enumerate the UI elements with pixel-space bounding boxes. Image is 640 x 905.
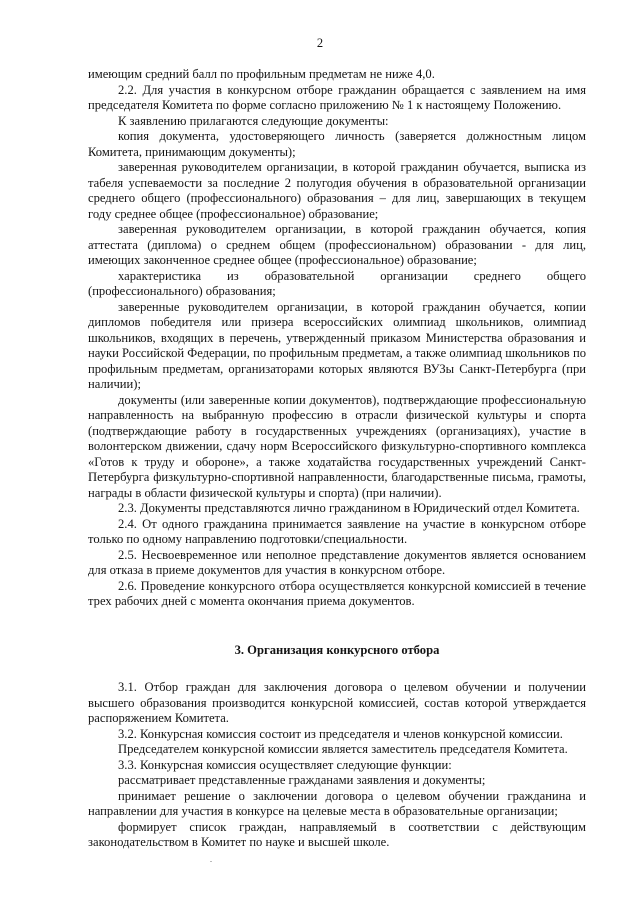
paragraph: 2.4. От одного гражданина принимается заявление на участие в конкурсном отборе только по одному направлению подготовки/специальности. [88, 516, 586, 546]
scan-mark [210, 861, 212, 862]
paragraph: 2.2. Для участия в конкурсном отборе гражданин обращается с заявлением на имя председателя Комитета по форме согласно приложению № 1 к настоящему Положению. [88, 82, 586, 112]
paragraph: рассматривает представленные гражданами заявления и документы; [118, 773, 486, 787]
paragraph: характеристика из образовательной организации среднего общего (профессионального) образования; [88, 268, 586, 298]
paragraph: формирует список граждан, направляемый в соответствии с действующим законодательством в Комитет по науке и высшей школе. [88, 819, 586, 849]
paragraph: 2.6. Проведение конкурсного отбора осуществляется конкурсной комиссией в течение трех рабочих дней с момента окончания приема документов. [88, 578, 586, 608]
paragraph: имеющим средний балл по профильным предметам не ниже 4,0. [88, 67, 435, 81]
paragraph: принимает решение о заключении договора о целевом обучении гражданина и направлении для участия в конкурсе на целевые места в образовательные организации; [88, 788, 586, 818]
paragraph: К заявлению прилагаются следующие документы: [118, 113, 389, 128]
paragraph: 2.3. Документы представляются лично гражданином в Юридический отдел Комитета. [118, 501, 580, 515]
paragraph: 3.2. Конкурсная комиссия состоит из председателя и членов конкурсной комиссии. [118, 726, 563, 741]
paragraph: заверенные руководителем организации, в которой гражданин обучается, копии дипломов победителя или призера всероссийских олимпиад школьников, олимпиад школьников, входящих в перечень, утвержденный приказом Министерства образования и науки Российской Федерации, по профильным предметам, а также олимпиад школьников по профильным предметам, организаторами которых являются ВУЗы Санкт-Петербурга (при наличии); [88, 299, 586, 391]
paragraph: 3.1. Отбор граждан для заключения договора о целевом обучении и получении высшего образования производится конкурсной комиссией, состав которой утверждается распоряжением Комитета. [88, 680, 586, 725]
paragraph: копия документа, удостоверяющего личность (заверяется должностным лицом Комитета, принимающим документы); [88, 129, 586, 159]
paragraph: 2.5. Несвоевременное или неполное представление документов является основанием для отказа в приеме документов для участия в конкурсном отборе. [88, 547, 586, 577]
section-heading: 3. Организация конкурсного отбора [234, 642, 440, 657]
paragraph: Председателем конкурсной комиссии является заместитель председателя Комитета. [118, 742, 568, 756]
paragraph: документы (или заверенные копии документов), подтверждающие профессиональную направленность на выбранную профессию в отрасли физической культуры и спорта (подтверждающие работу в государственных учреждениях (организациях), участие в волонтерском движении, сдачу норм Всероссийского физкультурно-спортивного комплекса «Готов к труду и обороне», а также ходатайства государственных учреждений Санкт-Петербурга физкультурно-спортивной направленности, благодарственные письма, грамоты, награды в области физической культуры и спорта) (при наличии). [88, 392, 586, 500]
document-body [88, 67, 586, 851]
page-number: 2 [316, 36, 324, 50]
paragraph: 3.3. Конкурсная комиссия осуществляет следующие функции: [118, 757, 452, 772]
paragraph: заверенная руководителем организации, в которой гражданин обучается, копия аттестата (диплома) о среднем общем (профессиональном) образовании - для лиц, имеющих законченное среднее общее (профессиональное) образование; [88, 222, 586, 267]
paragraph: заверенная руководителем организации, в которой гражданин обучается, выписка из табеля успеваемости за последние 2 полугодия обучения в образовательной организации среднего общего (профессионального) образования – для лиц, завершающих в текущем году среднее общее (профессиональное) образование; [88, 160, 586, 221]
